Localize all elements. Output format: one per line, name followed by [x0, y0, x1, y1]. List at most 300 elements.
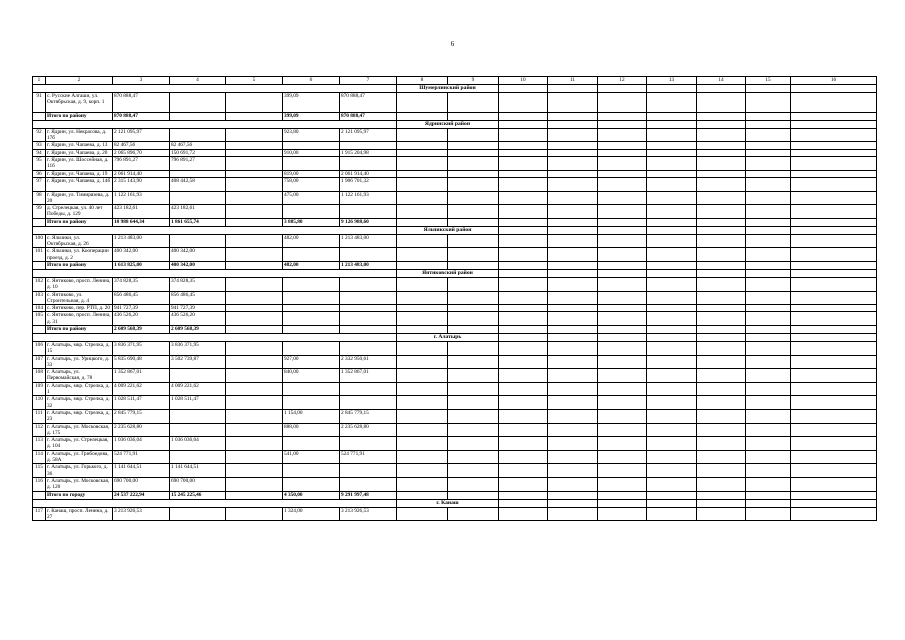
address-cell: г. Алатырь, ул. Московская, д. 175	[46, 423, 113, 437]
empty-cell	[647, 477, 697, 491]
value-cell-c7: 2 235 628,80	[340, 423, 397, 437]
empty-cell	[746, 218, 791, 226]
value-cell-c5	[226, 396, 283, 410]
empty-cell	[499, 312, 548, 326]
value-cell-c7	[340, 305, 397, 312]
empty-cell	[397, 93, 448, 113]
empty-cell	[647, 305, 697, 312]
empty-cell	[598, 355, 647, 369]
empty-cell	[598, 369, 647, 383]
row-number: 94	[33, 149, 46, 156]
empty-cell	[647, 409, 697, 423]
section-title: Янтиковский район	[397, 269, 499, 277]
row-number: 117	[33, 507, 46, 521]
empty-cell	[598, 477, 647, 491]
empty-cell	[791, 291, 877, 305]
empty-cell	[697, 218, 746, 226]
total-row	[33, 326, 877, 334]
empty-cell	[499, 369, 548, 383]
empty-cell	[499, 218, 548, 226]
empty-cell	[548, 291, 598, 305]
value-cell-c5	[226, 477, 283, 491]
table-row	[33, 170, 877, 177]
empty-cell	[598, 205, 647, 219]
empty-cell	[448, 177, 499, 191]
header-cell: 5	[226, 77, 283, 85]
empty-cell	[548, 170, 598, 177]
empty-cell	[397, 191, 448, 205]
empty-cell	[448, 149, 499, 156]
value-cell-c3: 2 061 914,40	[113, 170, 170, 177]
address-cell: г. Ядрин, ул. Чапаева, д. 14б	[46, 177, 113, 191]
total-c7	[340, 326, 397, 334]
empty-cell	[548, 437, 598, 451]
total-c6: 482,00	[283, 261, 340, 269]
section-title: Ядринский район	[397, 120, 499, 128]
table-row	[33, 234, 877, 248]
value-cell-c3: 374 828,35	[113, 277, 170, 291]
empty-cell	[746, 85, 791, 93]
empty-cell	[697, 491, 746, 499]
address-cell: г. Алатырь, ул. Урицкого, д. 33	[46, 355, 113, 369]
value-cell-c7: 1 352 867,01	[340, 369, 397, 383]
empty-cell	[791, 142, 877, 149]
value-cell-c7: 2 845 779,15	[340, 409, 397, 423]
header-cell: 8	[397, 77, 448, 85]
section-blank	[33, 499, 397, 507]
empty-cell	[791, 464, 877, 478]
empty-cell	[697, 369, 746, 383]
section-title: Шумерлинский район	[397, 85, 499, 93]
empty-cell	[697, 85, 746, 93]
empty-cell	[598, 334, 647, 342]
empty-cell	[746, 157, 791, 171]
empty-cell	[746, 261, 791, 269]
value-cell-c4: 856 486,45	[170, 291, 226, 305]
section-title: г. Канаш	[397, 499, 499, 507]
total-c3: 1 613 825,00	[113, 261, 170, 269]
value-cell-c3: 3 213 926,53	[113, 507, 170, 521]
value-cell-c4	[170, 170, 226, 177]
empty-cell	[397, 205, 448, 219]
value-cell-c5	[226, 177, 283, 191]
value-cell-c7: 870 888,47	[340, 93, 397, 113]
empty-cell	[499, 170, 548, 177]
value-cell-c3: 5 835 690,48	[113, 355, 170, 369]
empty-cell	[397, 261, 448, 269]
empty-cell	[448, 342, 499, 356]
value-cell-c5	[226, 342, 283, 356]
value-cell-c5	[226, 291, 283, 305]
value-cell-c6	[283, 277, 340, 291]
empty-cell	[548, 312, 598, 326]
value-cell-c4: 82 467,56	[170, 142, 226, 149]
empty-cell	[548, 85, 598, 93]
empty-cell	[548, 149, 598, 156]
value-cell-c5	[226, 437, 283, 451]
section-blank	[33, 85, 397, 93]
empty-cell	[647, 120, 697, 128]
value-cell-c3: 4 009 221,62	[113, 382, 170, 396]
empty-cell	[746, 142, 791, 149]
empty-cell	[647, 334, 697, 342]
value-cell-c6	[283, 342, 340, 356]
value-cell-c4	[170, 128, 226, 142]
empty-cell	[697, 226, 746, 234]
value-cell-c6	[283, 312, 340, 326]
empty-cell	[746, 93, 791, 113]
empty-cell	[548, 112, 598, 120]
value-cell-c3: 423 182,61	[113, 205, 170, 219]
empty-cell	[697, 269, 746, 277]
header-cell: 12	[598, 77, 647, 85]
empty-cell	[746, 312, 791, 326]
empty-cell	[33, 326, 46, 334]
empty-cell	[791, 218, 877, 226]
empty-cell	[647, 437, 697, 451]
empty-cell	[397, 342, 448, 356]
empty-cell	[226, 491, 283, 499]
empty-cell	[548, 191, 598, 205]
empty-cell	[647, 157, 697, 171]
empty-cell	[448, 450, 499, 464]
value-cell-c3: 3 836 371,95	[113, 342, 170, 356]
empty-cell	[746, 396, 791, 410]
empty-cell	[791, 248, 877, 262]
empty-cell	[397, 423, 448, 437]
table-row	[33, 291, 877, 305]
empty-cell	[499, 191, 548, 205]
empty-cell	[548, 499, 598, 507]
table-row	[33, 396, 877, 410]
empty-cell	[791, 170, 877, 177]
empty-cell	[746, 326, 791, 334]
empty-cell	[697, 291, 746, 305]
value-cell-c3: 2 065 896,70	[113, 149, 170, 156]
header-cell: 15	[746, 77, 791, 85]
value-cell-c4	[170, 234, 226, 248]
section-row	[33, 120, 877, 128]
empty-cell	[791, 437, 877, 451]
empty-cell	[397, 396, 448, 410]
empty-cell	[598, 382, 647, 396]
value-cell-c7: 2 061 914,40	[340, 170, 397, 177]
address-cell: г. Ядрин, ул. Некрасова, д. 17б	[46, 128, 113, 142]
value-cell-c5	[226, 205, 283, 219]
empty-cell	[647, 261, 697, 269]
value-cell-c3: 1 122 161,93	[113, 191, 170, 205]
value-cell-c7: 2 332 950,61	[340, 355, 397, 369]
empty-cell	[697, 437, 746, 451]
empty-cell	[548, 277, 598, 291]
empty-cell	[598, 261, 647, 269]
empty-cell	[647, 277, 697, 291]
value-cell-c4: 1 036 036,04	[170, 437, 226, 451]
empty-cell	[791, 277, 877, 291]
empty-cell	[499, 85, 548, 93]
empty-cell	[598, 85, 647, 93]
empty-cell	[548, 93, 598, 113]
empty-cell	[397, 248, 448, 262]
value-cell-c5	[226, 355, 283, 369]
row-number: 95	[33, 157, 46, 171]
address-cell: с. Русские Алгаши, ул. Октябрьская, д. 9, корп. 1	[46, 93, 113, 113]
value-cell-c6: 399,09	[283, 93, 340, 113]
empty-cell	[746, 477, 791, 491]
empty-cell	[746, 248, 791, 262]
value-cell-c6	[283, 291, 340, 305]
header-cell: 4	[170, 77, 226, 85]
value-cell-c6: 840,00	[283, 369, 340, 383]
empty-cell	[746, 409, 791, 423]
empty-cell	[499, 277, 548, 291]
empty-cell	[791, 355, 877, 369]
empty-cell	[791, 423, 877, 437]
empty-cell	[598, 499, 647, 507]
empty-cell	[746, 149, 791, 156]
empty-cell	[499, 507, 548, 521]
value-cell-c4: 3 836 371,95	[170, 342, 226, 356]
empty-cell	[697, 382, 746, 396]
empty-cell	[448, 157, 499, 171]
empty-cell	[499, 120, 548, 128]
section-row	[33, 499, 877, 507]
empty-cell	[791, 261, 877, 269]
value-cell-c7	[340, 382, 397, 396]
empty-cell	[647, 269, 697, 277]
section-row	[33, 226, 877, 234]
empty-cell	[499, 248, 548, 262]
section-row	[33, 269, 877, 277]
value-cell-c5	[226, 170, 283, 177]
empty-cell	[647, 499, 697, 507]
section-blank	[33, 269, 397, 277]
address-cell: с. Янтиково, пер. РТП, д. 20	[46, 305, 113, 312]
empty-cell	[598, 218, 647, 226]
table-row	[33, 142, 877, 149]
empty-cell	[499, 269, 548, 277]
empty-cell	[397, 170, 448, 177]
value-cell-c4	[170, 191, 226, 205]
value-cell-c3: 941 727,39	[113, 305, 170, 312]
empty-cell	[647, 93, 697, 113]
value-cell-c7	[340, 248, 397, 262]
value-cell-c7	[340, 157, 397, 171]
address-cell: г. Ядрин, ул. Тимирязева, д. 20	[46, 191, 113, 205]
table-row	[33, 477, 877, 491]
empty-cell	[548, 177, 598, 191]
empty-cell	[598, 93, 647, 113]
address-cell: с. Яльчики, ул. Кооперации проезд, д. 2	[46, 248, 113, 262]
row-number: 104	[33, 305, 46, 312]
empty-cell	[499, 477, 548, 491]
table-row	[33, 342, 877, 356]
empty-cell	[448, 305, 499, 312]
address-cell: с. Янтиково, просп. Ленина, д. 31	[46, 312, 113, 326]
value-cell-c5	[226, 248, 283, 262]
table-row	[33, 191, 877, 205]
address-cell: с. Янтиково, просп. Ленина, д. 10	[46, 277, 113, 291]
value-cell-c5	[226, 157, 283, 171]
row-number: 102	[33, 277, 46, 291]
table-row	[33, 277, 877, 291]
value-cell-c7	[340, 291, 397, 305]
empty-cell	[397, 277, 448, 291]
value-cell-c4: 4 009 221,62	[170, 382, 226, 396]
value-cell-c7	[340, 142, 397, 149]
empty-cell	[499, 423, 548, 437]
value-cell-c4: 374 828,35	[170, 277, 226, 291]
row-number: 91	[33, 93, 46, 113]
value-cell-c6: 475,00	[283, 191, 340, 205]
empty-cell	[791, 112, 877, 120]
empty-cell	[499, 334, 548, 342]
value-cell-c5	[226, 450, 283, 464]
value-cell-c6: 482,00	[283, 234, 340, 248]
value-cell-c6: 927,00	[283, 355, 340, 369]
empty-cell	[647, 355, 697, 369]
value-cell-c6	[283, 142, 340, 149]
value-cell-c7: 2 121 095,97	[340, 128, 397, 142]
empty-cell	[791, 305, 877, 312]
empty-cell	[598, 120, 647, 128]
empty-cell	[746, 226, 791, 234]
empty-cell	[448, 261, 499, 269]
empty-cell	[791, 409, 877, 423]
empty-cell	[697, 477, 746, 491]
total-row	[33, 261, 877, 269]
table-row	[33, 355, 877, 369]
empty-cell	[647, 248, 697, 262]
value-cell-c3: 856 486,45	[113, 291, 170, 305]
value-cell-c4	[170, 369, 226, 383]
empty-cell	[448, 396, 499, 410]
row-number: 105	[33, 312, 46, 326]
empty-cell	[548, 305, 598, 312]
row-number: 114	[33, 450, 46, 464]
empty-cell	[499, 305, 548, 312]
empty-cell	[791, 149, 877, 156]
table-row	[33, 177, 877, 191]
empty-cell	[746, 177, 791, 191]
empty-cell	[598, 234, 647, 248]
empty-cell	[598, 170, 647, 177]
value-cell-c7	[340, 437, 397, 451]
empty-cell	[548, 464, 598, 478]
value-cell-c4: 150 691,72	[170, 149, 226, 156]
empty-cell	[548, 248, 598, 262]
empty-cell	[746, 342, 791, 356]
value-cell-c5	[226, 409, 283, 423]
empty-cell	[746, 269, 791, 277]
empty-cell	[791, 234, 877, 248]
empty-cell	[697, 191, 746, 205]
row-number: 107	[33, 355, 46, 369]
empty-cell	[791, 499, 877, 507]
empty-cell	[647, 423, 697, 437]
total-c3: 2 609 568,39	[113, 326, 170, 334]
total-c4	[170, 112, 226, 120]
page-number: 6	[450, 40, 455, 48]
total-label: Итого по району	[46, 112, 113, 120]
empty-cell	[746, 437, 791, 451]
value-cell-c3: 2 315 143,90	[113, 177, 170, 191]
value-cell-c3: 690 700,00	[113, 477, 170, 491]
empty-cell	[697, 157, 746, 171]
section-blank	[33, 334, 397, 342]
empty-cell	[697, 142, 746, 149]
empty-cell	[448, 291, 499, 305]
empty-cell	[746, 120, 791, 128]
empty-cell	[791, 326, 877, 334]
address-cell: г. Алатырь, мкр. Стрелка, д. 15	[46, 342, 113, 356]
empty-cell	[746, 128, 791, 142]
empty-cell	[548, 128, 598, 142]
total-c7: 9 126 988,60	[340, 218, 397, 226]
empty-cell	[697, 205, 746, 219]
empty-cell	[397, 355, 448, 369]
empty-cell	[448, 477, 499, 491]
empty-cell	[397, 437, 448, 451]
empty-cell	[448, 191, 499, 205]
empty-cell	[499, 409, 548, 423]
empty-cell	[598, 269, 647, 277]
empty-cell	[697, 234, 746, 248]
empty-cell	[791, 312, 877, 326]
table-row	[33, 312, 877, 326]
empty-cell	[397, 450, 448, 464]
value-cell-c7	[340, 477, 397, 491]
value-cell-c6	[283, 157, 340, 171]
row-number: 96	[33, 170, 46, 177]
empty-cell	[548, 396, 598, 410]
empty-cell	[397, 177, 448, 191]
empty-cell	[791, 342, 877, 356]
value-cell-c4	[170, 93, 226, 113]
value-cell-c6: 923,80	[283, 128, 340, 142]
empty-cell	[791, 396, 877, 410]
empty-cell	[226, 218, 283, 226]
empty-cell	[448, 382, 499, 396]
value-cell-c7	[340, 277, 397, 291]
empty-cell	[746, 191, 791, 205]
empty-cell	[746, 423, 791, 437]
value-cell-c3: 1 141 644,51	[113, 464, 170, 478]
empty-cell	[746, 382, 791, 396]
empty-cell	[499, 464, 548, 478]
empty-cell	[647, 312, 697, 326]
empty-cell	[746, 277, 791, 291]
empty-cell	[598, 312, 647, 326]
value-cell-c3: 870 888,47	[113, 93, 170, 113]
empty-cell	[647, 464, 697, 478]
empty-cell	[647, 177, 697, 191]
value-cell-c6: 910,00	[283, 149, 340, 156]
empty-cell	[548, 120, 598, 128]
section-title: Яльчикский район	[397, 226, 499, 234]
empty-cell	[499, 234, 548, 248]
empty-cell	[791, 120, 877, 128]
total-c6: 3 885,80	[283, 218, 340, 226]
total-c6	[283, 326, 340, 334]
empty-cell	[499, 437, 548, 451]
empty-cell	[746, 234, 791, 248]
value-cell-c5	[226, 305, 283, 312]
header-cell: 2	[46, 77, 113, 85]
empty-cell	[697, 305, 746, 312]
value-cell-c6	[283, 477, 340, 491]
table-row	[33, 437, 877, 451]
